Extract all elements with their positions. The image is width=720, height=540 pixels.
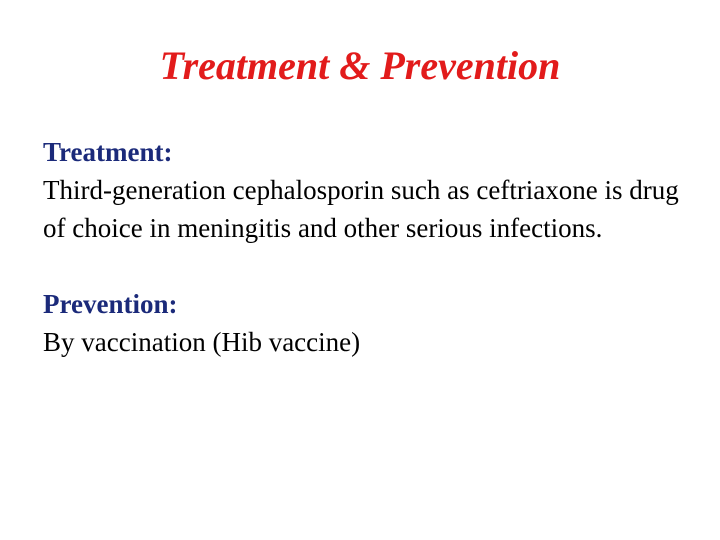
slide-title: Treatment & Prevention — [159, 43, 561, 88]
slide-body — [43, 133, 693, 361]
section-spacer — [43, 247, 693, 285]
prevention-section — [43, 285, 693, 361]
treatment-section — [43, 133, 693, 247]
treatment-text: Third-generation cephalosporin such as ceftriaxone is drug of choice in meningitis and other serious infections. — [43, 175, 679, 243]
prevention-heading: Prevention: — [43, 289, 178, 319]
treatment-heading: Treatment: — [43, 137, 173, 167]
prevention-text: By vaccination (Hib vaccine) — [43, 327, 361, 357]
